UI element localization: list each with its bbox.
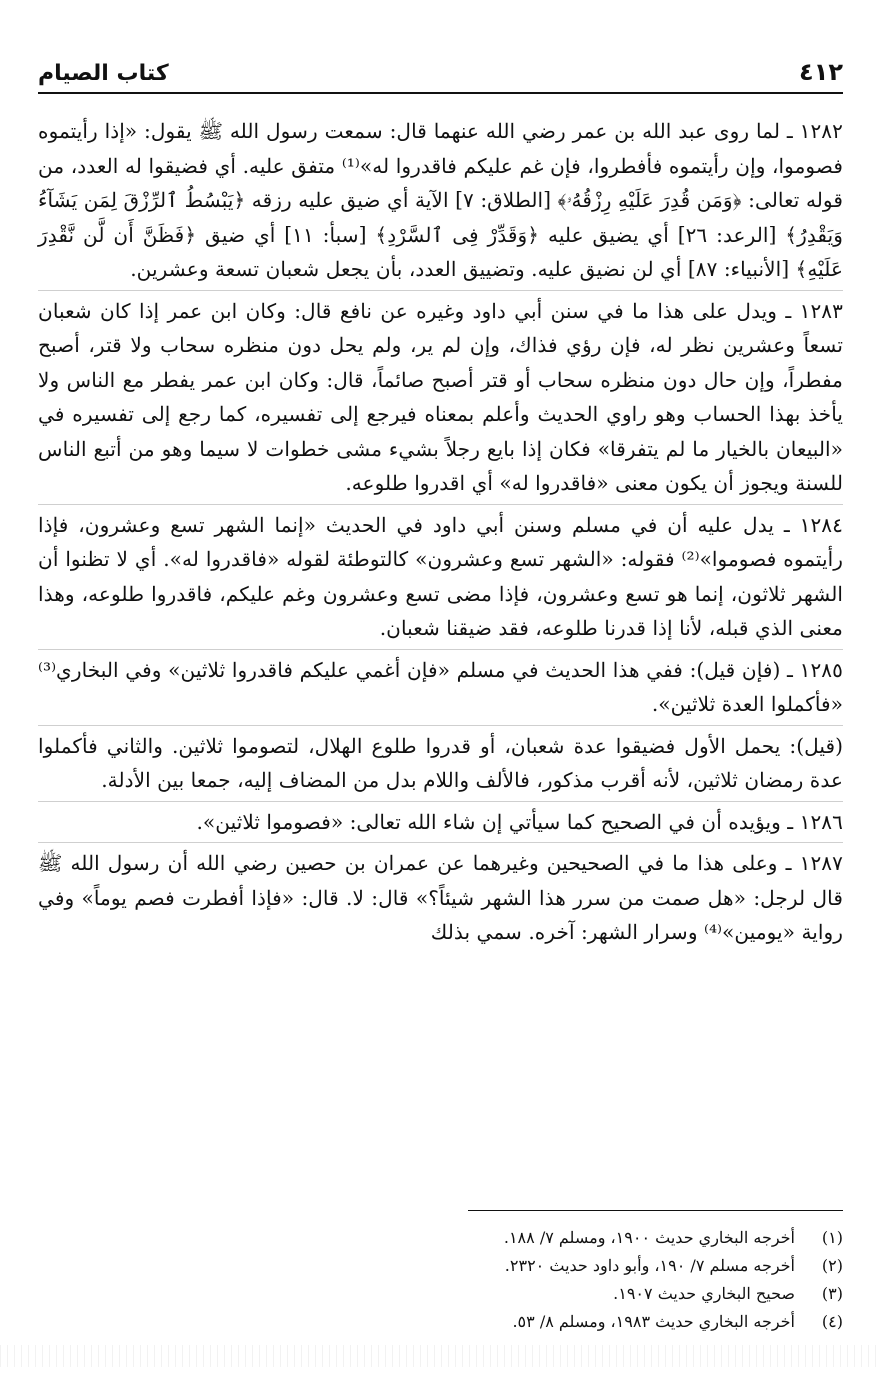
paragraph-1283: ١٢٨٣ ـ ويدل على هذا ما في سنن أبي داود وغيره عن نافع قال: وكان ابن عمر إذا كان شعبان تسعاً وعشرين نظر له، فإن رؤي فذاك، وإن لم ير، ولم يحل دون منظره سحاب ولا قتر، أصبح مفطراً، وإن حال دون منظره سحاب أو قتر أصبح صائماً، قال: وكان ابن عمر يفطر مع الناس ولا يأخذ بهذا الحساب وهو راوي الحديث وأعلم بمعناه فيرجع إلى تفسيره، كما رجع إلى تفسيره في «البيعان بالخيار ما لم يتفرقا» فكان إذا بايع رجلاً بشيء مشى خطوات لا سيما وهو من أتبع الناس للسنة ويجوز أن يكون معنى «فاقدروا له» أي اقدروا طلوعه. xyxy=(38,290,843,504)
page-number: ٤١٢ xyxy=(799,58,843,86)
main-text xyxy=(38,114,843,953)
paragraph-1286: ١٢٨٦ ـ ويؤيده أن في الصحيح كما سيأتي إن شاء الله تعالى: «فصوموا ثلاثين». xyxy=(38,801,843,843)
footnote-item xyxy=(38,1252,843,1280)
footnote-mark: (١) xyxy=(821,1228,843,1247)
footnote-text: أخرجه البخاري حديث ١٩٨٣، ومسلم ٨/ ٥٣. xyxy=(512,1312,795,1331)
footnote-mark: (٤) xyxy=(821,1312,843,1331)
footnote-text: أخرجه البخاري حديث ١٩٠٠، ومسلم ٧/ ١٨٨. xyxy=(503,1228,795,1247)
paragraph-answer: (قيل): يحمل الأول فضيقوا عدة شعبان، أو قدروا طلوع الهلال، لتصوموا ثلاثين. والثاني فأكملوا عدة رمضان ثلاثين، لأنه أقرب مذكور، فالألف واللام بدل من المضاف إليه، جمعا بين الأدلة. xyxy=(38,725,843,801)
footnote-item xyxy=(38,1308,843,1336)
footnote-mark: (٢) xyxy=(821,1256,843,1275)
footnote-item xyxy=(38,1280,843,1308)
paragraph-1282: ١٢٨٢ ـ لما روى عبد الله بن عمر رضي الله عنهما قال: سمعت رسول الله ﷺ يقول: «إذا رأيتموه فصوموا، وإن رأيتموه فأفطروا، فإن غم عليكم فاقدروا له»⁽¹⁾ متفق عليه. أي فضيقوا له العدد، من قوله تعالى: ﴿وَمَن قُدِرَ عَلَيْهِ رِزْقُهُۥ﴾ [الطلاق: ٧] الآية أي ضيق عليه رزقه ﴿يَبْسُطُ ٱلرِّزْقَ لِمَن يَشَآءُ وَيَقْدِرُ﴾ [الرعد: ٢٦] أي يضيق عليه ﴿وَقَدِّرْ فِى ٱلسَّرْدِ﴾ [سبأ: ١١] أي ضيق ﴿فَظَنَّ أَن لَّن نَّقْدِرَ عَلَيْهِ﴾ [الأنبياء: ٨٧] أي لن نضيق عليه. وتضييق العدد، بأن يجعل شعبان تسعة وعشرين. xyxy=(38,119,844,281)
book-title: كتاب الصيام xyxy=(38,61,169,86)
footnote-mark: (٣) xyxy=(821,1284,843,1303)
paragraph-1287: ١٢٨٧ ـ وعلى هذا ما في الصحيحين وغيرهما عن عمران بن حصين رضي الله أن رسول الله ﷺ قال لرجل: «هل صمت من سرر هذا الشهر شيئاً؟» قال: لا. قال: «فإذا أفطرت فصم يوماً» وفي رواية «يومين»⁽⁴⁾ وسرار الشهر: آخره. سمي بذلك xyxy=(38,842,843,953)
footnote-text: أخرجه مسلم ٧/ ١٩٠، وأبو داود حديث ٢٣٢٠. xyxy=(504,1256,795,1275)
page-header xyxy=(38,50,843,94)
footnote-text: صحيح البخاري حديث ١٩٠٧. xyxy=(613,1284,795,1303)
paragraph-1285: ١٢٨٥ ـ (فإن قيل): ففي هذا الحديث في مسلم «فإن أغمي عليكم فاقدروا ثلاثين» وفي البخاري⁽³⁾ «فأكملوا العدة ثلاثين». xyxy=(38,649,843,725)
footnotes xyxy=(38,1224,843,1336)
paragraph-1284: ١٢٨٤ ـ يدل عليه أن في مسلم وسنن أبي داود في الحديث «إنما الشهر تسع وعشرون، فإذا رأيتموه فصوموا»⁽²⁾ فقوله: «الشهر تسع وعشرون» كالتوطئة لقوله «فاقدروا له». أي لا تظنوا أن الشهر ثلاثون، إنما هو تسع وعشرون، فإذا مضى تسع وعشرون وغم عليكم، فاقدروا طلوعه، وهذا معنى الذي قبله، لأنا إذا قدرنا طلوعه، فقد ضيقنا شعبان. xyxy=(38,504,843,649)
footnote-separator xyxy=(468,1210,843,1211)
footnote-item xyxy=(38,1224,843,1252)
scan-edge-noise xyxy=(0,1345,879,1367)
